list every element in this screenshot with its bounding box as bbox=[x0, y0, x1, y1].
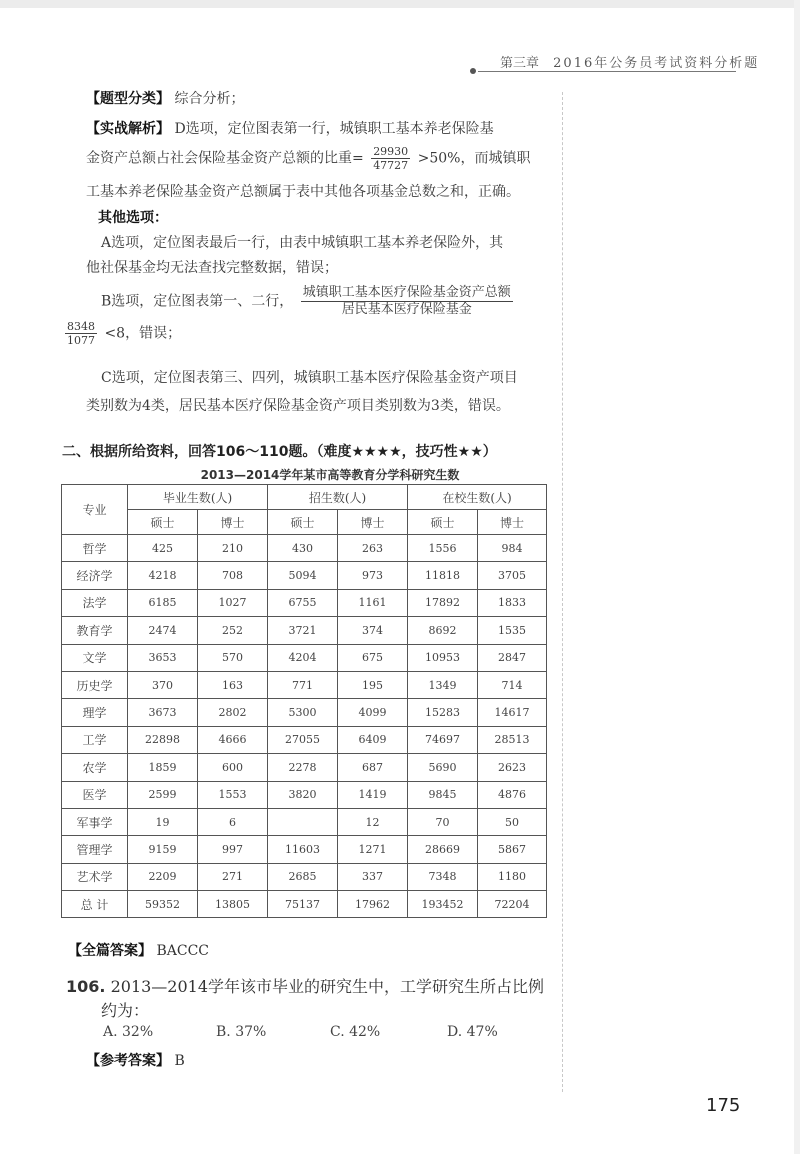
table-cell: 195 bbox=[338, 671, 408, 698]
table-row bbox=[62, 699, 547, 726]
row-subject: 军事学 bbox=[62, 808, 128, 835]
table-cell: 3820 bbox=[268, 781, 338, 808]
sub-header: 博士 bbox=[198, 510, 268, 535]
all-answers-label: 【全篇答案】 bbox=[68, 943, 152, 959]
table-cell: 4666 bbox=[198, 726, 268, 753]
sub-header: 博士 bbox=[478, 510, 547, 535]
table-cell: 59352 bbox=[128, 891, 198, 918]
table-cell: 5867 bbox=[478, 836, 547, 863]
sub-header: 硕士 bbox=[408, 510, 478, 535]
table-cell: 75137 bbox=[268, 891, 338, 918]
option-d-line-2b: >50%，而城镇职 bbox=[417, 150, 531, 167]
table-cell: 714 bbox=[478, 671, 547, 698]
table-row bbox=[62, 754, 547, 781]
table-cell: 3653 bbox=[128, 644, 198, 671]
table-row bbox=[62, 671, 547, 698]
table-row bbox=[62, 836, 547, 863]
table-cell: 1271 bbox=[338, 836, 408, 863]
option-d-line-2a: 金资产总额占社会保险基金资产总额的比重= bbox=[86, 150, 364, 167]
question-text: 2013—2014学年该市毕业的研究生中，工学研究生所占比例 bbox=[110, 977, 545, 996]
table-cell: 8692 bbox=[408, 617, 478, 644]
choice-d: D. 47% bbox=[447, 1024, 498, 1040]
header-rule bbox=[478, 71, 736, 72]
table-cell: 600 bbox=[198, 754, 268, 781]
table-cell: 1161 bbox=[338, 589, 408, 616]
option-b-prefix: B选项，定位图表第一、二行， bbox=[101, 293, 294, 310]
option-b-continued bbox=[62, 320, 181, 347]
solve-label: 【实战解析】 bbox=[86, 121, 170, 137]
graduate-data-table bbox=[61, 484, 547, 918]
reference-answer-label: 【参考答案】 bbox=[86, 1053, 170, 1069]
solve-line-1 bbox=[86, 118, 494, 138]
question-text-continued: 约为： bbox=[101, 1001, 150, 1020]
option-b-fraction bbox=[301, 285, 513, 318]
table-cell: 14617 bbox=[478, 699, 547, 726]
subject-header: 专业 bbox=[62, 485, 128, 535]
row-subject: 文学 bbox=[62, 644, 128, 671]
group-header-graduates: 毕业生数(人) bbox=[128, 485, 268, 510]
table-cell: 425 bbox=[128, 535, 198, 562]
row-subject: 教育学 bbox=[62, 617, 128, 644]
table-cell: 3721 bbox=[268, 617, 338, 644]
group-header-in-school: 在校生数(人) bbox=[408, 485, 547, 510]
table-cell: 3673 bbox=[128, 699, 198, 726]
table-cell: 74697 bbox=[408, 726, 478, 753]
row-subject: 理学 bbox=[62, 699, 128, 726]
option-b-suffix: <8，错误； bbox=[104, 325, 182, 342]
table-row bbox=[62, 726, 547, 753]
row-subject: 管理学 bbox=[62, 836, 128, 863]
table-cell: 11818 bbox=[408, 562, 478, 589]
table-cell: 2685 bbox=[268, 863, 338, 890]
fraction-numerator: 8348 bbox=[67, 320, 95, 333]
table-cell: 1556 bbox=[408, 535, 478, 562]
option-d-line-3: 工基本养老保险基金资产总额属于表中其他各项基金总数之和，正确。 bbox=[86, 184, 520, 200]
option-b-line bbox=[101, 285, 516, 318]
sub-header: 硕士 bbox=[128, 510, 198, 535]
table-cell: 210 bbox=[198, 535, 268, 562]
group-header-enrollment: 招生数(人) bbox=[268, 485, 408, 510]
option-a-line-2: 他社保基金均无法查找完整数据，错误； bbox=[86, 260, 338, 276]
row-subject: 哲学 bbox=[62, 535, 128, 562]
table-cell: 252 bbox=[198, 617, 268, 644]
fraction-denominator: 47727 bbox=[373, 159, 409, 172]
table-cell: 4099 bbox=[338, 699, 408, 726]
table-cell: 17962 bbox=[338, 891, 408, 918]
table-cell: 6409 bbox=[338, 726, 408, 753]
option-c-line-2: 类别数为4类，居民基本医疗保险基金资产项目类别数为3类，错误。 bbox=[86, 398, 510, 414]
table-cell: 973 bbox=[338, 562, 408, 589]
table-cell: 1553 bbox=[198, 781, 268, 808]
table-cell: 1833 bbox=[478, 589, 547, 616]
table-row bbox=[62, 535, 547, 562]
table-cell: 4218 bbox=[128, 562, 198, 589]
table-cell: 2599 bbox=[128, 781, 198, 808]
table-row bbox=[62, 863, 547, 890]
table-cell: 7348 bbox=[408, 863, 478, 890]
table-cell: 2474 bbox=[128, 617, 198, 644]
table-cell: 2278 bbox=[268, 754, 338, 781]
table-cell: 19 bbox=[128, 808, 198, 835]
table-cell: 163 bbox=[198, 671, 268, 698]
table-cell: 337 bbox=[338, 863, 408, 890]
option-d-line-1: D选项，定位图表第一行，城镇职工基本养老保险基 bbox=[174, 121, 494, 137]
table-body bbox=[62, 535, 547, 918]
header-book-title: 2016年公务员考试资料分析题 bbox=[553, 56, 760, 71]
table-cell: 5690 bbox=[408, 754, 478, 781]
table-cell: 6 bbox=[198, 808, 268, 835]
table-cell: 50 bbox=[478, 808, 547, 835]
table-cell: 17892 bbox=[408, 589, 478, 616]
table-cell: 263 bbox=[338, 535, 408, 562]
table-cell: 2847 bbox=[478, 644, 547, 671]
sub-header: 博士 bbox=[338, 510, 408, 535]
question-106 bbox=[66, 974, 544, 997]
option-c-line-1: C选项，定位图表第三、四列，城镇职工基本医疗保险基金资产项目 bbox=[101, 370, 518, 386]
fraction-denominator: 居民基本医疗保险基金 bbox=[341, 302, 472, 317]
page-right-edge bbox=[794, 0, 800, 1154]
all-answers-line bbox=[68, 940, 209, 960]
reference-answer-line bbox=[86, 1050, 185, 1070]
row-subject: 法学 bbox=[62, 589, 128, 616]
choice-a: A. 32% bbox=[103, 1024, 154, 1040]
table-cell: 2623 bbox=[478, 754, 547, 781]
fraction-numerator: 城镇职工基本医疗保险基金资产总额 bbox=[302, 285, 511, 300]
row-subject: 经济学 bbox=[62, 562, 128, 589]
table-cell: 687 bbox=[338, 754, 408, 781]
choice-c: C. 42% bbox=[330, 1024, 381, 1040]
sub-header: 硕士 bbox=[268, 510, 338, 535]
running-header bbox=[470, 52, 760, 71]
table-row bbox=[62, 562, 547, 589]
table-cell: 3705 bbox=[478, 562, 547, 589]
header-bullet-icon bbox=[470, 68, 476, 74]
option-b-small-fraction bbox=[65, 320, 97, 347]
category-line bbox=[86, 88, 244, 108]
table-cell: 1535 bbox=[478, 617, 547, 644]
table-cell: 430 bbox=[268, 535, 338, 562]
table-cell: 27055 bbox=[268, 726, 338, 753]
table-cell: 22898 bbox=[128, 726, 198, 753]
table-cell: 708 bbox=[198, 562, 268, 589]
page-number: 175 bbox=[706, 1095, 741, 1116]
all-answers-value: BACCC bbox=[156, 943, 209, 959]
table-cell: 1180 bbox=[478, 863, 547, 890]
page-top-edge bbox=[0, 0, 800, 8]
option-d-fraction bbox=[371, 145, 410, 172]
table-cell: 11603 bbox=[268, 836, 338, 863]
table-cell: 370 bbox=[128, 671, 198, 698]
row-subject: 艺术学 bbox=[62, 863, 128, 890]
table-row bbox=[62, 617, 547, 644]
table-cell: 4876 bbox=[478, 781, 547, 808]
table-cell: 771 bbox=[268, 671, 338, 698]
margin-dashed-rule bbox=[562, 92, 563, 1092]
category-value: 综合分析； bbox=[174, 91, 245, 107]
table-cell: 13805 bbox=[198, 891, 268, 918]
row-subject: 历史学 bbox=[62, 671, 128, 698]
table-cell: 570 bbox=[198, 644, 268, 671]
row-subject: 工学 bbox=[62, 726, 128, 753]
reference-answer-value: B bbox=[174, 1053, 185, 1069]
table-cell: 1027 bbox=[198, 589, 268, 616]
table-cell: 72204 bbox=[478, 891, 547, 918]
table-cell: 28669 bbox=[408, 836, 478, 863]
table-cell: 374 bbox=[338, 617, 408, 644]
question-number: 106. bbox=[66, 977, 106, 996]
table-cell: 984 bbox=[478, 535, 547, 562]
table-row bbox=[62, 781, 547, 808]
other-options-label: 其他选项： bbox=[98, 210, 168, 226]
table-cell: 2802 bbox=[198, 699, 268, 726]
solve-line-2 bbox=[86, 145, 531, 172]
table-row bbox=[62, 644, 547, 671]
table-cell: 6185 bbox=[128, 589, 198, 616]
table-cell: 675 bbox=[338, 644, 408, 671]
table-cell: 2209 bbox=[128, 863, 198, 890]
table-cell: 15283 bbox=[408, 699, 478, 726]
table-cell: 1859 bbox=[128, 754, 198, 781]
category-label: 【题型分类】 bbox=[86, 91, 170, 107]
table-cell: 12 bbox=[338, 808, 408, 835]
header-chapter: 第三章 bbox=[500, 56, 540, 71]
table-cell: 9159 bbox=[128, 836, 198, 863]
table-row bbox=[62, 589, 547, 616]
table-cell: 5094 bbox=[268, 562, 338, 589]
table-row bbox=[62, 891, 547, 918]
table-cell: 28513 bbox=[478, 726, 547, 753]
table-title: 2013—2014学年某市高等教育分学科研究生数 bbox=[200, 468, 460, 482]
table-cell: 997 bbox=[198, 836, 268, 863]
table-cell: 6755 bbox=[268, 589, 338, 616]
table-cell: 1349 bbox=[408, 671, 478, 698]
choice-b: B. 37% bbox=[216, 1024, 267, 1040]
table-cell: 10953 bbox=[408, 644, 478, 671]
section-heading: 二、根据所给资料，回答106～110题。（难度★★★★，技巧性★★） bbox=[62, 444, 497, 460]
table-cell: 9845 bbox=[408, 781, 478, 808]
table-cell: 1419 bbox=[338, 781, 408, 808]
fraction-denominator: 1077 bbox=[67, 334, 95, 347]
row-subject: 医学 bbox=[62, 781, 128, 808]
table-cell: 5300 bbox=[268, 699, 338, 726]
row-subject: 农学 bbox=[62, 754, 128, 781]
table-cell: 193452 bbox=[408, 891, 478, 918]
row-subject: 总 计 bbox=[62, 891, 128, 918]
fraction-numerator: 29930 bbox=[373, 145, 409, 158]
table-cell bbox=[268, 808, 338, 835]
option-a-line-1: A选项，定位图表最后一行，由表中城镇职工基本养老保险外，其 bbox=[101, 235, 504, 251]
table-cell: 271 bbox=[198, 863, 268, 890]
table-row bbox=[62, 808, 547, 835]
table-cell: 4204 bbox=[268, 644, 338, 671]
table-cell: 70 bbox=[408, 808, 478, 835]
